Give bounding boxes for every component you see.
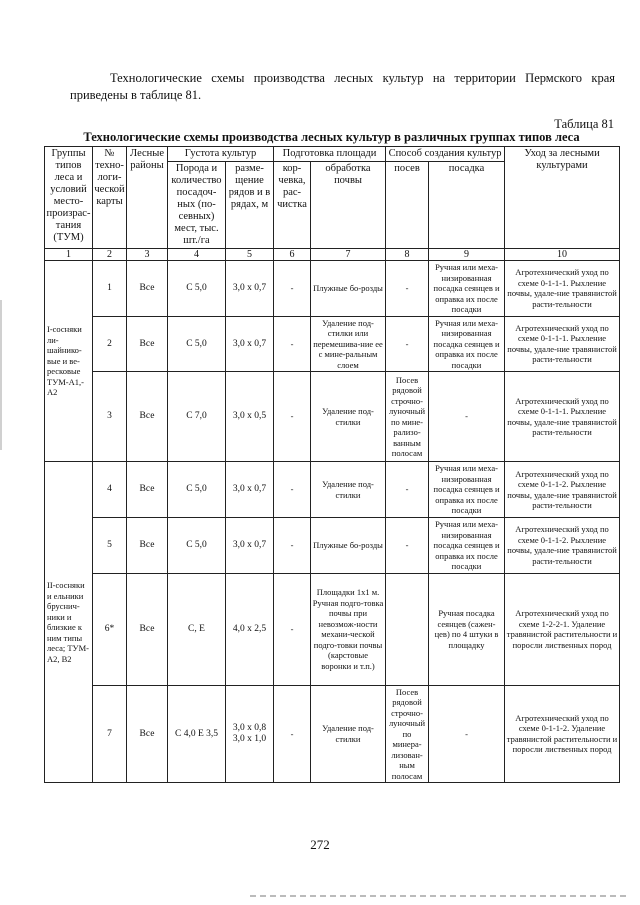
header-soil-treatment: обработка почвы	[311, 162, 386, 249]
forest-region: Все	[127, 685, 168, 783]
page-number: 272	[310, 837, 330, 852]
header-groups: Группы типов леса и условий место-произрас-тания (ТУМ)	[45, 147, 93, 249]
care: Агротехнический уход по схеме 0-1-1-2. Рыхление почвы, удале-ние травянистой расти-тельности	[505, 518, 620, 574]
header-care: Уход за лесными культурами	[505, 147, 620, 249]
sowing: -	[386, 462, 429, 518]
care: Агротехнический уход по схеме 1-2-2-1. Удаление травянистой растительности и поросли лиственных пород	[505, 573, 620, 685]
card-number: 4	[93, 462, 127, 518]
planting: Ручная посадка сеянцев (сажен-цев) по 4 штуки в площадку	[429, 573, 505, 685]
species-count: С 5,0	[168, 261, 226, 317]
table-row	[45, 685, 620, 783]
species-count: С 5,0	[168, 518, 226, 574]
card-number: 7	[93, 685, 127, 783]
row-spacing: 3,0 x 0,7	[226, 316, 274, 372]
planting: Ручная или меха-низированная посадка сеянцев и оправка их после посадки	[429, 316, 505, 372]
group-cell: II-сосняки и ельники бруснич-ники и близкие к ним типы леса; ТУМ-А2, В2	[45, 462, 93, 783]
card-number: 6*	[93, 573, 127, 685]
table-label: Таблица 81	[554, 117, 614, 131]
care: Агротехнический уход по схеме 0-1-1-1. Рыхление почвы, удале-ние травянистой расти-тельности	[505, 261, 620, 317]
header-card: № техно-логи-ческой карты	[93, 147, 127, 249]
card-number: 1	[93, 261, 127, 317]
column-number: 9	[429, 249, 505, 261]
column-number: 3	[127, 249, 168, 261]
card-number: 3	[93, 372, 127, 462]
header-soil-stump: кор-чевка, рас-чистка	[274, 162, 311, 249]
table-row	[45, 573, 620, 685]
table-row	[45, 316, 620, 372]
forest-region: Все	[127, 462, 168, 518]
row-spacing: 3,0 x 0,5	[226, 372, 274, 462]
row-spacing: 3,0 x 0,7	[226, 261, 274, 317]
card-number: 2	[93, 316, 127, 372]
stump-clearing: -	[274, 685, 311, 783]
header-row-1	[45, 147, 620, 162]
planting: -	[429, 372, 505, 462]
column-number: 6	[274, 249, 311, 261]
stump-clearing: -	[274, 573, 311, 685]
planting: -	[429, 685, 505, 783]
care: Агротехнический уход по схеме 0-1-1-1. Рыхление почвы, удале-ние травянистой расти-тельности	[505, 372, 620, 462]
scan-bottom-artifact	[250, 895, 630, 897]
table-title: Технологические схемы производства лесных культур в различных группах типов леса	[83, 130, 580, 144]
card-number: 5	[93, 518, 127, 574]
soil-treatment: Удаление под-стилки	[311, 372, 386, 462]
soil-treatment: Плужные бо-розды	[311, 518, 386, 574]
row-spacing: 4,0 x 2,5	[226, 573, 274, 685]
column-number: 5	[226, 249, 274, 261]
care: Агротехнический уход по схеме 0-1-1-2. Удаление травянистой растительности и поросли лиственных пород	[505, 685, 620, 783]
stump-clearing: -	[274, 316, 311, 372]
intro-paragraph: Технологические схемы производства лесных культур на территории Пермского края приведены в таблице 81.	[70, 71, 615, 102]
species-count: С 7,0	[168, 372, 226, 462]
soil-treatment: Площадки 1х1 м. Ручная подго-товка почвы при невозмож-ности механи-ческой подго-товки почвы (карстовые воронки и т.п.)	[311, 573, 386, 685]
stump-clearing: -	[274, 372, 311, 462]
column-number: 1	[45, 249, 93, 261]
planting: Ручная или меха-низированная посадка сеянцев и оправка их после посадки	[429, 261, 505, 317]
column-number: 2	[93, 249, 127, 261]
planting: Ручная или меха-низированная посадка сеянцев и оправка их после посадки	[429, 462, 505, 518]
table-row	[45, 372, 620, 462]
header-density-count: Порода и количество посадоч-ных (по-севных) мест, тыс. шт./га	[168, 162, 226, 249]
table-row	[45, 518, 620, 574]
row-spacing: 3,0 x 0,7	[226, 518, 274, 574]
column-number: 7	[311, 249, 386, 261]
species-count: С 5,0	[168, 462, 226, 518]
soil-treatment: Удаление под-стилки	[311, 685, 386, 783]
stump-clearing: -	[274, 261, 311, 317]
forest-region: Все	[127, 261, 168, 317]
sowing: -	[386, 261, 429, 317]
row-spacing: 3,0 x 0,8 3,0 x 1,0	[226, 685, 274, 783]
stump-clearing: -	[274, 518, 311, 574]
species-count: С, Е	[168, 573, 226, 685]
soil-treatment: Плужные бо-розды	[311, 261, 386, 317]
header-regions: Лесные районы	[127, 147, 168, 249]
care: Агротехнический уход по схеме 0-1-1-2. Рыхление почвы, удале-ние травянистой расти-тельности	[505, 462, 620, 518]
sowing: -	[386, 518, 429, 574]
sowing: Посев рядовой строчно-луночный по минера-лизован-ным полосам	[386, 685, 429, 783]
group-cell: I-сосняки ли-шайнико-вые и ве-ресковые ТУМ-А1,-А2	[45, 261, 93, 462]
forest-region: Все	[127, 316, 168, 372]
sowing	[386, 573, 429, 685]
header-soil: Подготовка площади	[274, 147, 386, 162]
header-method: Способ создания культур	[386, 147, 505, 162]
soil-treatment: Удаление под-стилки или перемешива-ние ее с мине-ральным слоем	[311, 316, 386, 372]
forest-region: Все	[127, 372, 168, 462]
forest-region: Все	[127, 518, 168, 574]
stump-clearing: -	[274, 462, 311, 518]
column-number: 10	[505, 249, 620, 261]
row-spacing: 3,0 x 0,7	[226, 462, 274, 518]
care: Агротехнический уход по схеме 0-1-1-1. Рыхление почвы, удале-ние травянистой расти-тельности	[505, 316, 620, 372]
column-number: 4	[168, 249, 226, 261]
soil-treatment: Удаление под-стилки	[311, 462, 386, 518]
table-row	[45, 261, 620, 317]
forest-region: Все	[127, 573, 168, 685]
sowing: -	[386, 316, 429, 372]
scan-edge-shadow	[0, 300, 2, 450]
column-number-row	[45, 249, 620, 261]
planting: Ручная или меха-низированная посадка сеянцев и оправка их после посадки	[429, 518, 505, 574]
species-count: С 4,0 Е 3,5	[168, 685, 226, 783]
column-number: 8	[386, 249, 429, 261]
header-method-sowing: посев	[386, 162, 429, 249]
header-density-spacing: разме-щение рядов и в рядах, м	[226, 162, 274, 249]
table-row	[45, 462, 620, 518]
species-count: С 5,0	[168, 316, 226, 372]
header-method-planting: посадка	[429, 162, 505, 249]
header-density: Густота культур	[168, 147, 274, 162]
culture-schemes-table	[44, 146, 620, 783]
sowing: Посев рядовой строчно-луночный по мине-рализо-ванным полосам	[386, 372, 429, 462]
